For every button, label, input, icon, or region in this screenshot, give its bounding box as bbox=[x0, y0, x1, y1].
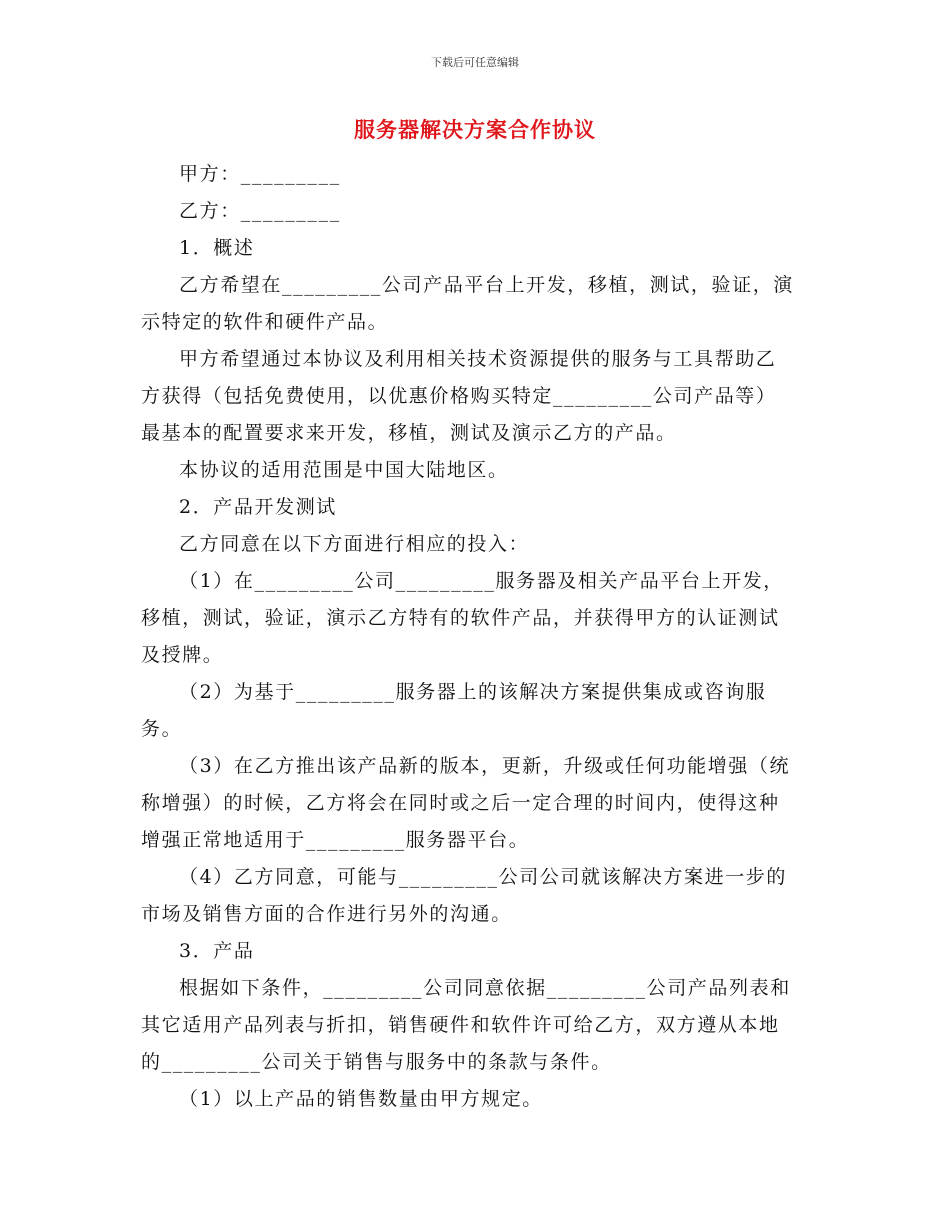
section-heading-overview: 1．概述 bbox=[179, 237, 255, 259]
paragraph: 本协议的适用范围是中国大陆地区。 bbox=[179, 459, 509, 481]
list-item: （2）为基于_________服务器上的该解决方案提供集成或咨询服务。 bbox=[141, 681, 767, 740]
paragraph: 乙方希望在_________公司产品平台上开发，移植，测试，验证，演示特定的软件和硬件产品。 bbox=[141, 274, 794, 333]
paragraph: 乙方同意在以下方面进行相应的投入： bbox=[179, 533, 530, 555]
list-item: （4）乙方同意，可能与_________公司公司就该解决方案进一步的市场及销售方面的合作进行另外的沟通。 bbox=[141, 866, 787, 925]
section-heading-products: 3．产品 bbox=[179, 940, 255, 962]
list-item: （1）以上产品的销售数量由甲方规定。 bbox=[179, 1088, 543, 1110]
party-b-line: 乙方：_________ bbox=[179, 200, 341, 222]
paragraph: 甲方希望通过本协议及利用相关技术资源提供的服务与工具帮助乙方获得（包括免费使用，以优惠价格购买特定_________公司产品等）最基本的配置要求来开发，移植，测试及演示乙方的产品。 bbox=[141, 348, 777, 444]
document-body bbox=[141, 156, 796, 1118]
document-title: 服务器解决方案合作协议 bbox=[354, 117, 596, 142]
list-item: （1）在_________公司_________服务器及相关产品平台上开发，移植，测试，验证，演示乙方特有的软件产品，并获得甲方的认证测试及授牌。 bbox=[141, 570, 784, 666]
party-a-line: 甲方：_________ bbox=[179, 163, 341, 185]
list-item: （3）在乙方推出该产品新的版本，更新，升级或任何功能增强（统称增强）的时候，乙方将会在同时或之后一定合理的时间内，使得这种增强正常地适用于_________服务器平台。 bbox=[141, 755, 791, 851]
section-heading-development: 2．产品开发测试 bbox=[179, 496, 337, 518]
paragraph: 根据如下条件，_________公司同意依据_________公司产品列表和其它适用产品列表与折扣，销售硬件和软件许可给乙方，双方遵从本地的_________公司关于销售与服务中的条款与条件。 bbox=[141, 977, 791, 1073]
header-note: 下载后可任意编辑 bbox=[431, 56, 519, 69]
